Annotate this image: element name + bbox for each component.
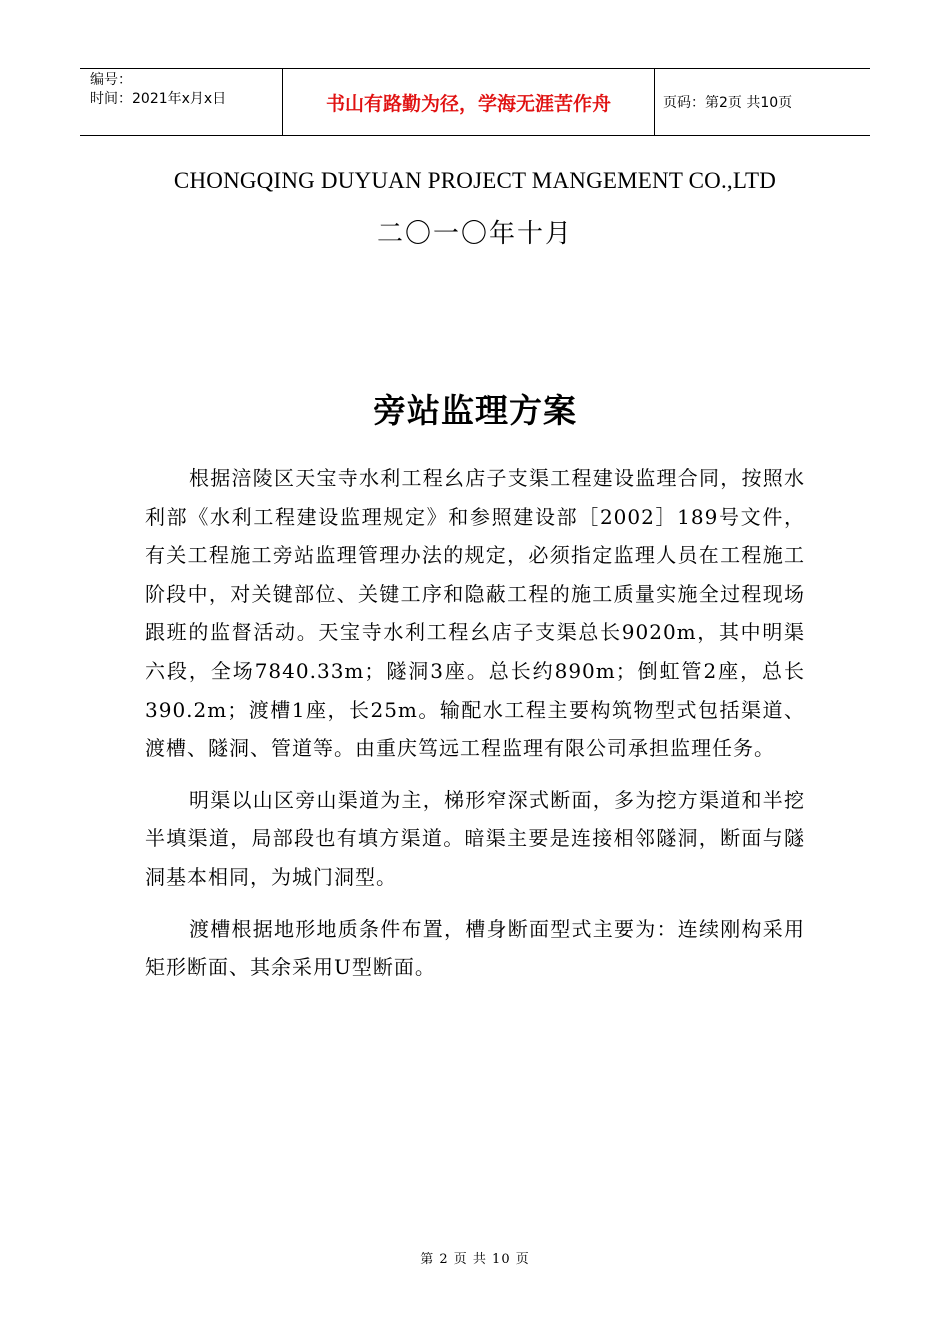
paragraph: 根据涪陵区天宝寺水利工程幺店子支渠工程建设监理合同，按照水利部《水利工程建设监理规定》和参照建设部［2002］189号文件，有关工程施工旁站监理管理办法的规定，必须指定监理人员在工程施工阶段中，对关键部位、关键工序和隐蔽工程的施工质量实施全过程现场跟班的监督活动。天宝寺水利工程幺店子支渠总长9020m，其中明渠六段，全场7840.33m；隧洞3座。总长约890m；倒虹管2座，总长390.2m；渡槽1座，长25m。输配水工程主要构筑物型式包括渠道、渡槽、隧洞、管道等。由重庆笃远工程监理有限公司承担监理任务。 [145,466,805,761]
page-header [80,68,870,136]
time-label: 时间：2021年x月x日 [90,91,227,107]
company-name: CHONGQING DUYUAN PROJECT MANGEMENT CO.,LTD [173,168,777,193]
date-line: 二〇一〇年十月 [376,219,573,249]
number-label: 编号： [90,72,132,88]
paragraph: 明渠以山区旁山渠道为主，梯形窄深式断面，多为挖方渠道和半挖半填渠道，局部段也有填方渠道。暗渠主要是连接相邻隧洞，断面与隧洞基本相同，为城门洞型。 [145,787,805,889]
paragraph: 渡槽根据地形地质条件布置，槽身断面型式主要为：连续刚构采用矩形断面、其余采用U型断面。 [145,916,805,980]
header-meta [80,69,282,135]
page-footer: 第 2 页 共 10 页 [420,1252,530,1267]
body-text [145,459,805,1000]
header-page-info: 页码：第2页 共10页 [663,95,793,111]
header-motto: 书山有路勤为径，学海无涯苦作舟 [282,69,655,135]
document-title: 旁站监理方案 [373,391,577,430]
